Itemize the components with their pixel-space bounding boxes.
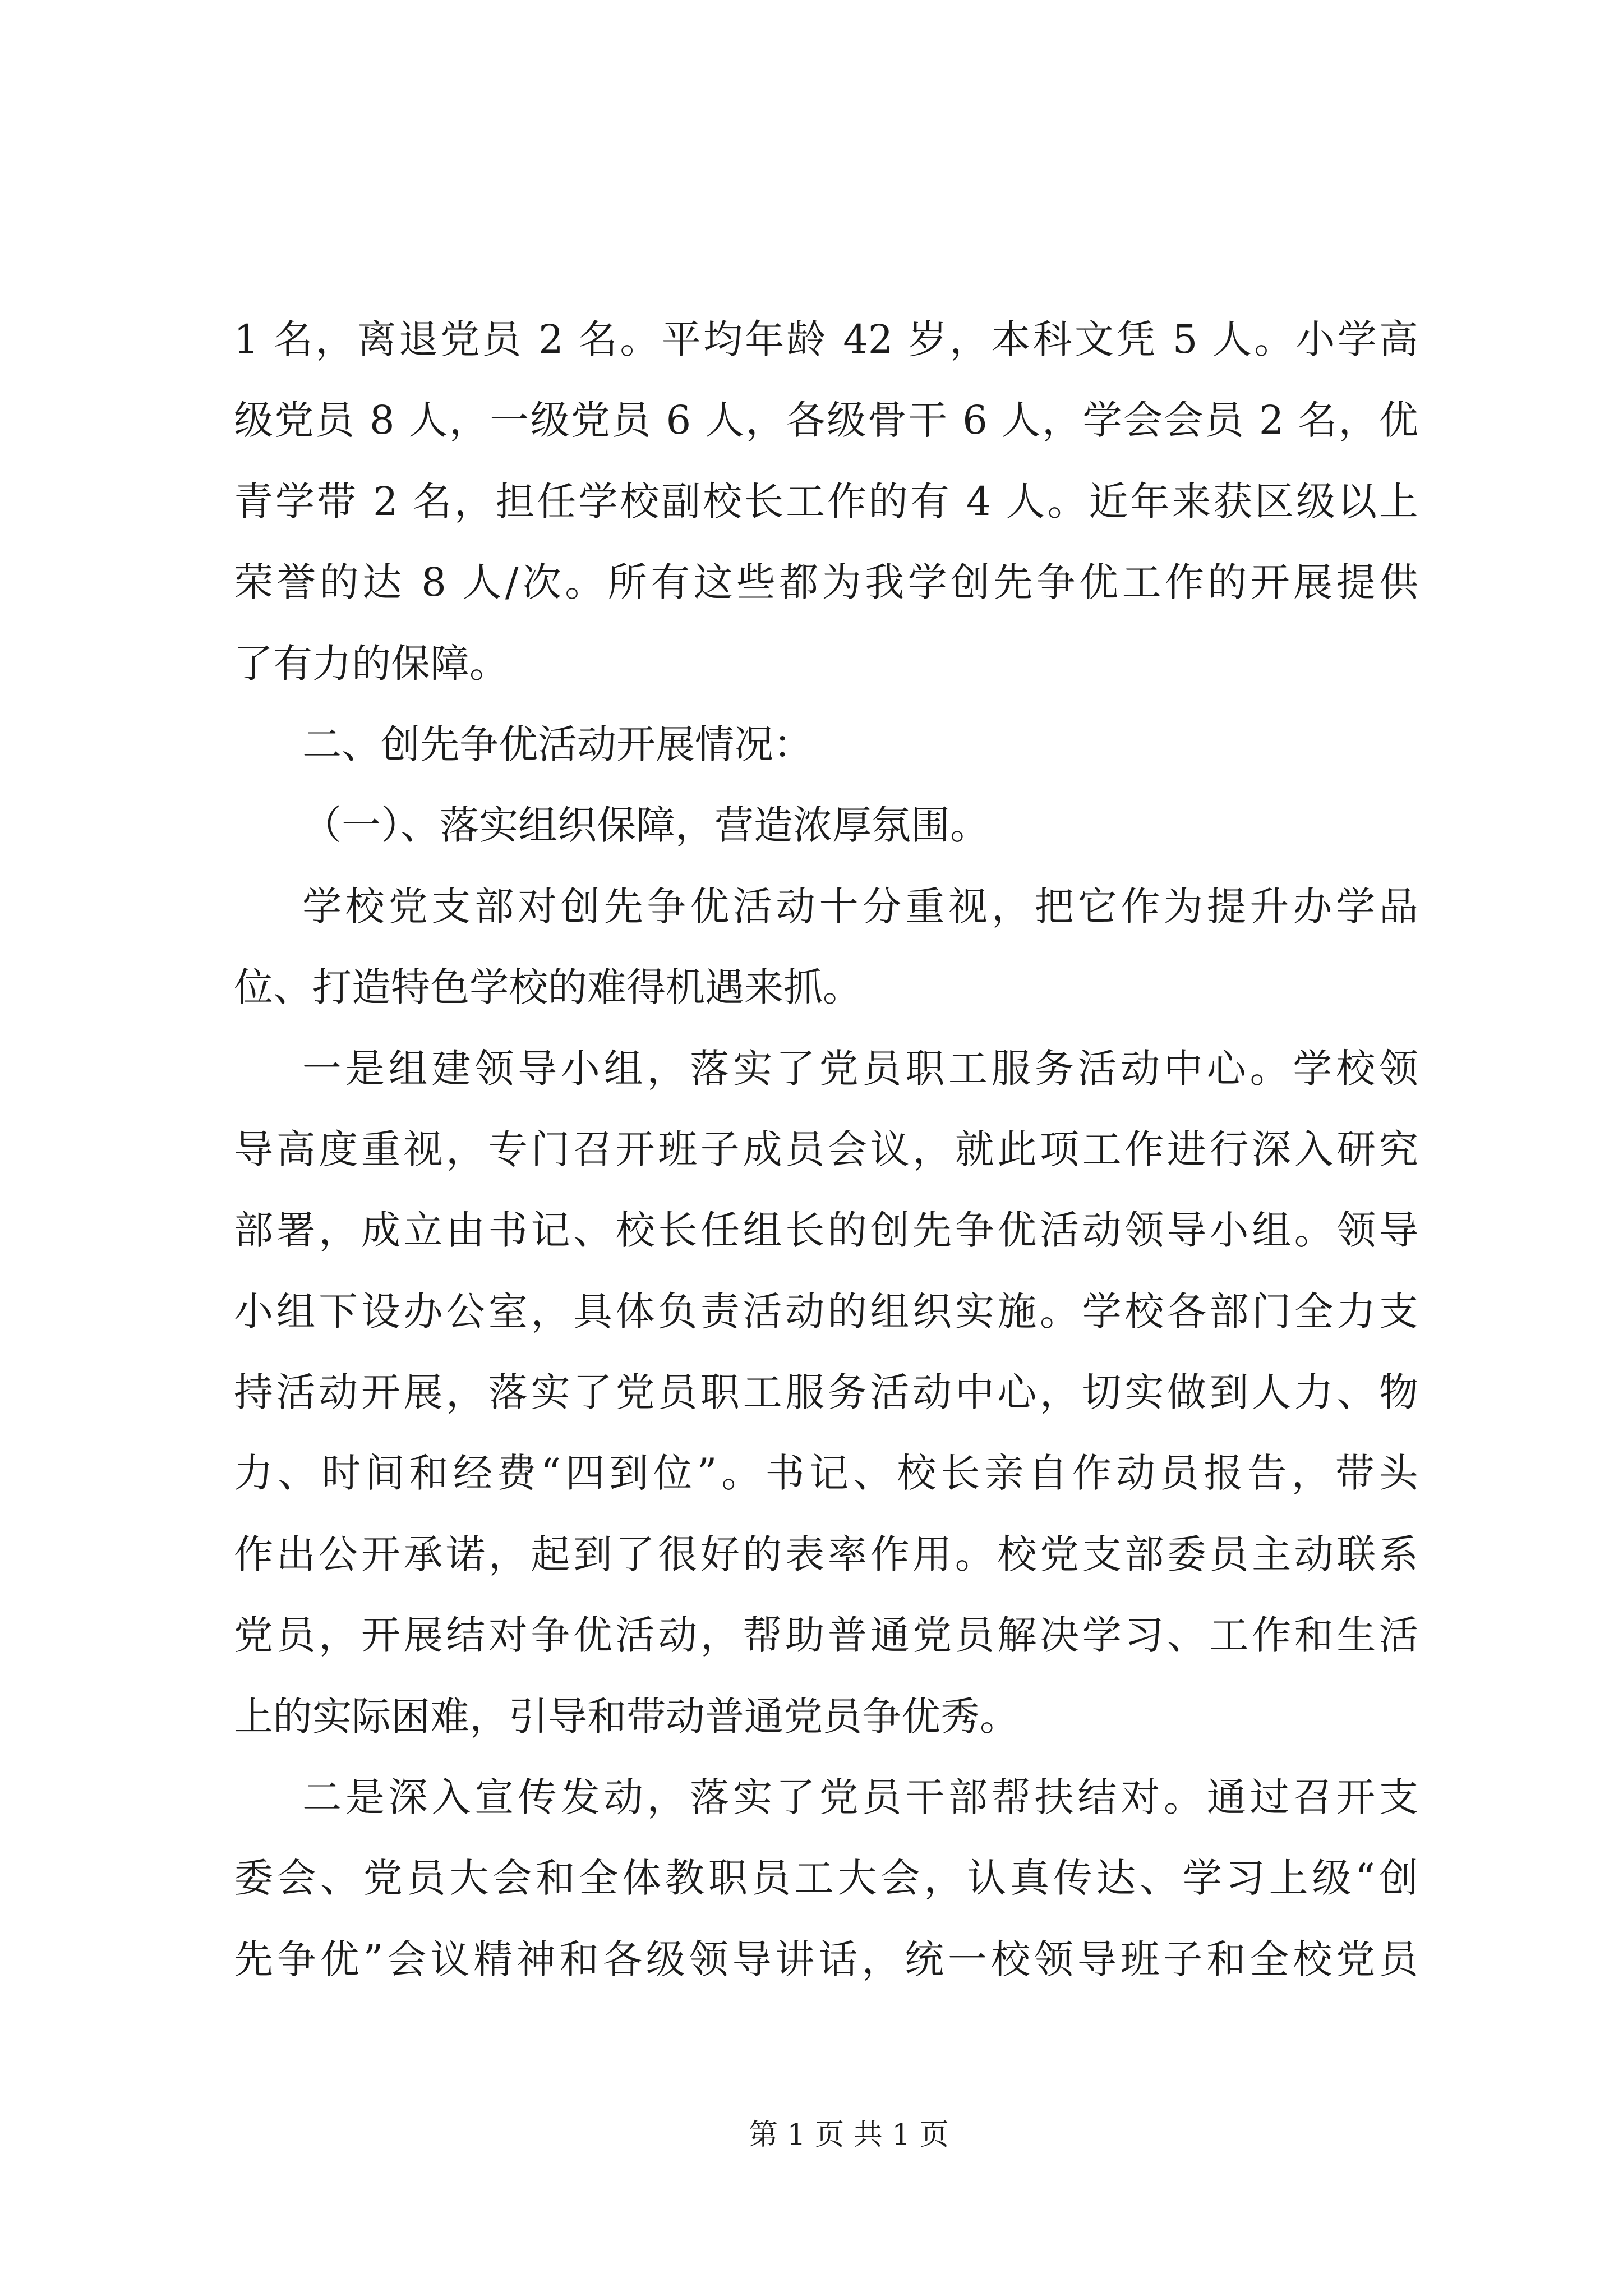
text-line: 力、时间和经费“四到位”。书记、校长亲自作动员报告，带头 [234, 1450, 1418, 1497]
text-line: 委会、党员大会和全体教职员工大会，认真传达、学习上级“创 [234, 1855, 1418, 1902]
text-line: 先争优”会议精神和各级领导讲话，统一校领导班子和全校党员 [234, 1936, 1418, 1982]
paragraph [234, 1028, 1418, 1757]
subsection-heading [234, 785, 1418, 866]
section-heading [234, 704, 1418, 785]
paragraph-continuation [234, 299, 1418, 704]
text-line: 一是组建领导小组，落实了党员职工服务活动中心。学校领 [302, 1045, 1418, 1092]
text-line: 党员，开展结对争优活动，帮助普通党员解决学习、工作和生活 [234, 1612, 1418, 1659]
text-line: 小组下设办公室，具体负责活动的组织实施。学校各部门全力支 [234, 1288, 1418, 1335]
text-line: 位、打造特色学校的难得机遇来抓。 [234, 964, 862, 1011]
document-body [234, 299, 1418, 2000]
text-line: 二是深入宣传发动，落实了党员干部帮扶结对。通过召开支 [302, 1774, 1418, 1821]
text-line: 上的实际困难，引导和带动普通党员争优秀。 [234, 1693, 1019, 1740]
text-line: 1 名，离退党员 2 名。平均年龄 42 岁，本科文凭 5 人。小学高 [234, 316, 1418, 362]
text-line: 青学带 2 名，担任学校副校长工作的有 4 人。近年来获区级以上 [234, 478, 1418, 524]
text-line: 学校党支部对创先争优活动十分重视，把它作为提升办学品 [302, 883, 1418, 930]
text-line: 作出公开承诺，起到了很好的表率作用。校党支部委员主动联系 [234, 1531, 1418, 1577]
text-line: 部署，成立由书记、校长任组长的创先争优活动领导小组。领导 [234, 1207, 1418, 1254]
text-line: 了有力的保障。 [234, 640, 509, 687]
paragraph [234, 866, 1418, 1028]
subheading-text: （一）、落实组织保障，营造浓厚氛围。 [302, 802, 989, 849]
text-line: 持活动开展，落实了党员职工服务活动中心，切实做到人力、物 [234, 1369, 1418, 1416]
heading-text: 二、创先争优活动开展情况： [302, 721, 813, 767]
text-line: 荣誉的达 8 人/次。所有这些都为我学创先争优工作的开展提供 [234, 559, 1418, 606]
page-footer: 第 1 页 共 1 页 [749, 2118, 949, 2152]
text-line: 导高度重视，专门召开班子成员会议，就此项工作进行深入研究 [234, 1126, 1418, 1172]
text-line: 级党员 8 人，一级党员 6 人，各级骨干 6 人，学会会员 2 名，优 [234, 397, 1418, 444]
paragraph [234, 1757, 1418, 2000]
